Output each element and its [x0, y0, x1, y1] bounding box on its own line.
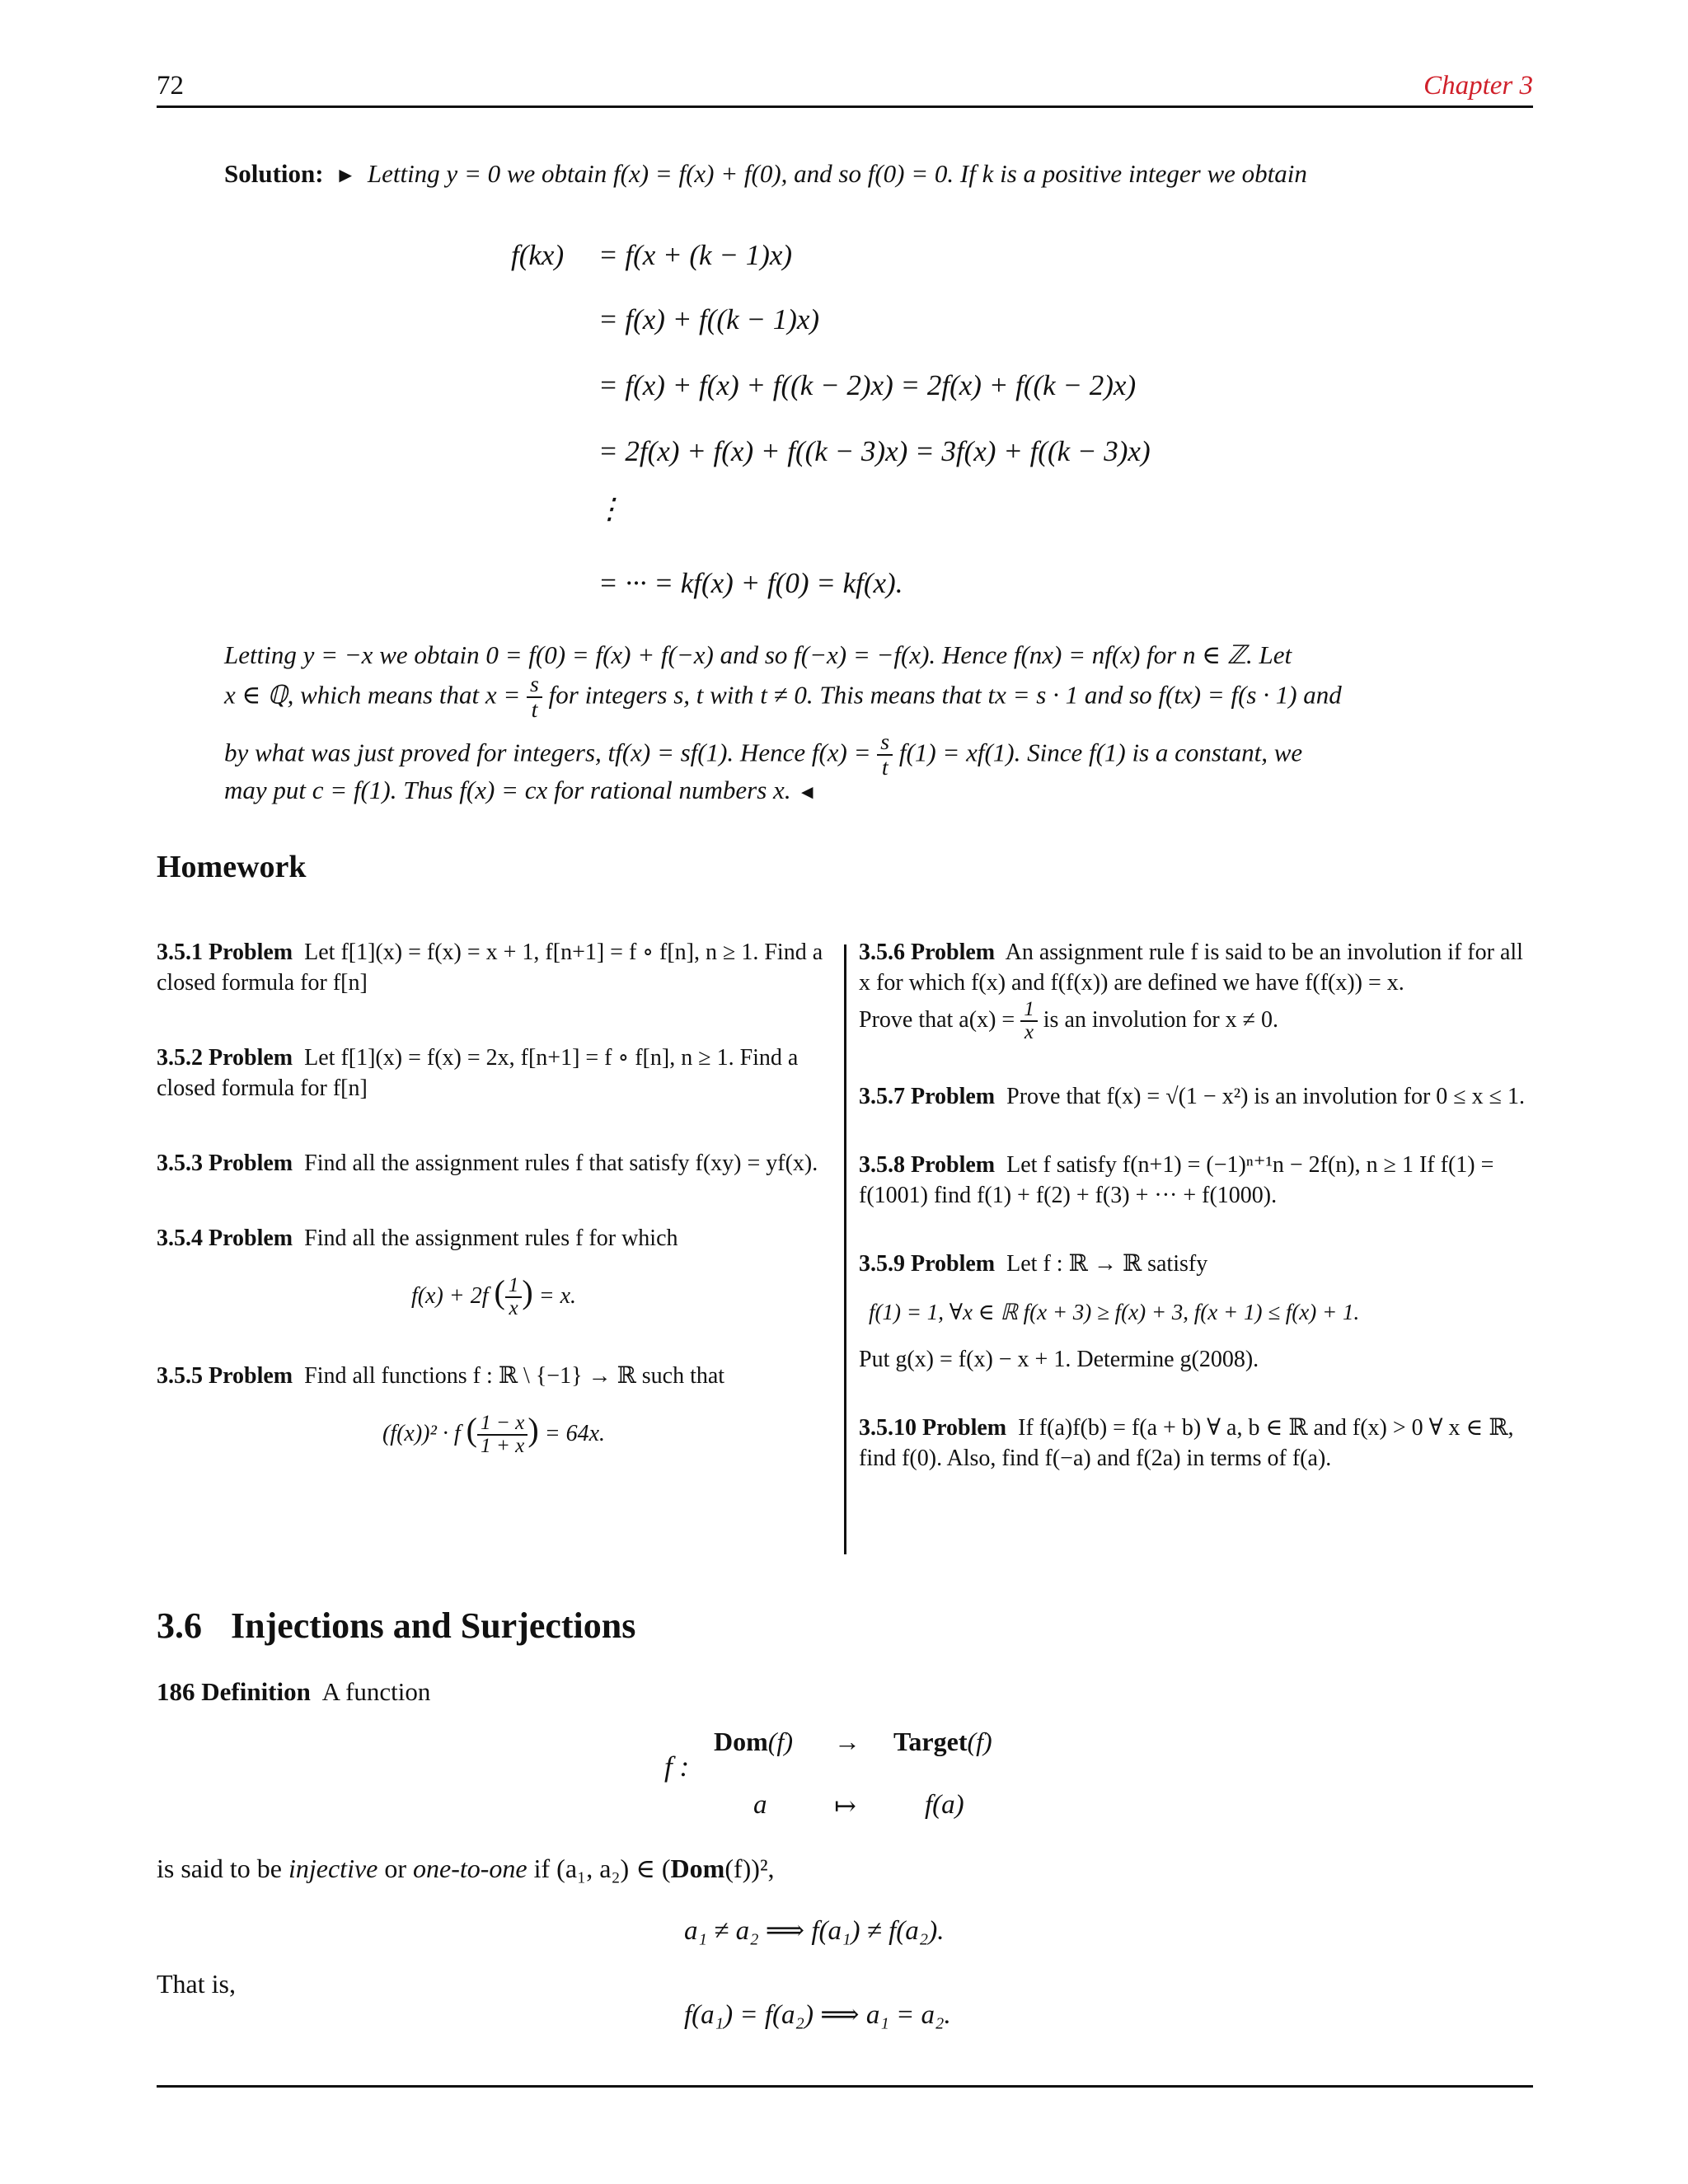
solution-label: Solution:: [224, 159, 324, 188]
map-arrow: →: [834, 1727, 860, 1756]
solution-para-line-3: [224, 730, 1302, 780]
problem-3-5-1: 3.5.1 Problem Let f[1](x) = f(x) = x + 1, f[n+1] = f ∘ f[n], n ≥ 1. Find a closed formula for f[n]: [157, 940, 823, 996]
problem-3-5-5-equation: (f(x))² · f ( $\frac{1 - x}{1 + x}$ ) = 64x.: [382, 1410, 606, 1458]
problem-3-5-4: 3.5.4 Problem Find all the assignment rules f for which: [157, 1225, 678, 1251]
para3-text-b: f(1) = xf(1). Since f(1) is a constant, we: [898, 738, 1303, 767]
solution-para-line-4: [224, 775, 817, 805]
derivation-step-2: = f(x) + f((k − 1)x): [598, 303, 820, 335]
problem-3-5-6: 3.5.6 Problem An assignment rule f is said to be an involution if for all x for which f(x) and f(f(x)) are defined we have f(f(x)) = x.: [859, 940, 1523, 996]
solution-intro-text: Letting y = 0 we obtain f(x) = f(x) + f(0), and so f(0) = 0. If k is a positive integer we obtain: [367, 159, 1307, 188]
problem-3-5-8: 3.5.8 Problem Let f satisfy f(n+1) = (−1)ⁿ⁺¹n − 2f(n), n ≥ 1 If f(1) = f(1001) find f(1) + f(2) + f(3) + ··· + f(1000).: [859, 1151, 1494, 1208]
column-divider: [844, 944, 846, 1554]
derivation-lhs: f(kx): [511, 239, 565, 271]
problem-3-5-3: 3.5.3 Problem Find all the assignment rules f that satisfy f(xy) = yf(x).: [157, 1150, 818, 1176]
problem-3-5-5: 3.5.5 Problem Find all functions f : ℝ \ {−1} → ℝ such that: [157, 1362, 725, 1389]
problem-3-5-7: 3.5.7 Problem Prove that f(x) = √(1 − x²) is an involution for 0 ≤ x ≤ 1.: [859, 1083, 1526, 1109]
homework-left-column: [157, 938, 831, 1458]
solution-intro: [224, 158, 1307, 189]
derivation-step-final: = ··· = kf(x) + f(0) = kf(x).: [598, 567, 903, 599]
map-image: f(a): [925, 1790, 964, 1820]
fraction-s-over-t: $\frac{s}{t}$: [527, 673, 542, 723]
derivation-vdots: ⋮: [595, 493, 624, 525]
injective-equation-1: a₁ ≠ a₂ ⟹ f(a₁) ≠ f(a₂).: [684, 1916, 945, 1946]
injective-equation-2: f(a₁) = f(a₂) ⟹ a₁ = a₂.: [684, 2000, 951, 2030]
map-domain: Dom(f): [714, 1727, 793, 1756]
footer-rule: [157, 2085, 1533, 2088]
chapter-link[interactable]: Chapter 3: [1423, 71, 1533, 101]
problem-3-5-9-equation: f(1) = 1, ∀x ∈ ℝ f(x + 3) ≥ f(x) + 3, f(x + 1) ≤ f(x) + 1.: [869, 1299, 1360, 1324]
map-element: a: [753, 1790, 767, 1820]
problem-3-5-2: 3.5.2 Problem Let f[1](x) = f(x) = 2x, f[n+1] = f ∘ f[n], n ≥ 1. Find a closed formula for f[n]: [157, 1044, 799, 1101]
map-target: Target(f): [893, 1727, 992, 1756]
header-rule: [157, 105, 1533, 108]
solution-para-line-1: Letting y = −x we obtain 0 = f(0) = f(x) + f(−x) and so f(−x) = −f(x). Hence f(nx) = nf(x) for n ∈ ℤ. Let: [224, 640, 1292, 669]
para3-text-a: by what was just proved for integers, tf(x) = sf(1). Hence f(x) =: [224, 738, 871, 767]
map-f-label: f :: [664, 1750, 690, 1783]
homework-right-column: [859, 938, 1533, 1474]
map-mapsto: ↦: [834, 1791, 856, 1821]
definition-186: 186 Definition A function: [157, 1677, 431, 1706]
problem-3-5-4-equation: f(x) + 2f ( $\frac{1}{x}$ ) = x.: [410, 1272, 577, 1320]
homework-heading: Homework: [157, 850, 307, 884]
para2-text-a: x ∈ ℚ, which means that x =: [224, 680, 521, 710]
problem-3-5-9: 3.5.9 Problem Let f : ℝ → ℝ satisfy: [859, 1250, 1208, 1277]
derivation-step-3: = f(x) + f(x) + f((k − 2)x) = 2f(x) + f((k − 2)x): [598, 369, 1137, 401]
para2-text-b: for integers s, t with t ≠ 0. This means that tx = s · 1 and so f(tx) = f(s · 1) and: [548, 680, 1342, 710]
fraction-s-over-t-2: $\frac{s}{t}$: [877, 730, 893, 780]
problem-3-5-9-line-2: Put g(x) = f(x) − x + 1. Determine g(2008).: [859, 1347, 1259, 1373]
solution-end-marker: ◄: [797, 782, 818, 804]
that-is-text: That is,: [157, 1969, 236, 1999]
section-heading: [157, 1605, 635, 1647]
derivation-step-4: = 2f(x) + f(x) + f((k − 3)x) = 3f(x) + f((k − 3)x): [598, 435, 1151, 467]
problem-3-5-6-line-2: Prove that a(x) = $\frac{1}{x}$ is an involution for x ≠ 0.: [859, 997, 1279, 1044]
injective-definition: is said to be injective or one-to-one if (a₁, a₂) ∈ (Dom(f))²,: [157, 1854, 775, 1883]
solution-start-marker: ►: [335, 163, 357, 187]
section-title: Injections and Surjections: [231, 1605, 636, 1646]
section-number: 3.6: [157, 1605, 202, 1646]
problem-3-5-10: 3.5.10 Problem If f(a)f(b) = f(a + b) ∀ a, b ∈ ℝ and f(x) > 0 ∀ x ∈ ℝ, find f(0). Also, find f(−a) and f(2a) in terms of f(a).: [859, 1415, 1514, 1472]
solution-para-line-2: [224, 673, 1342, 723]
para4-text: may put c = f(1). Thus f(x) = cx for rational numbers x.: [224, 776, 791, 804]
page-number: 72: [157, 71, 184, 101]
derivation-step-1: = f(x + (k − 1)x): [598, 239, 793, 271]
